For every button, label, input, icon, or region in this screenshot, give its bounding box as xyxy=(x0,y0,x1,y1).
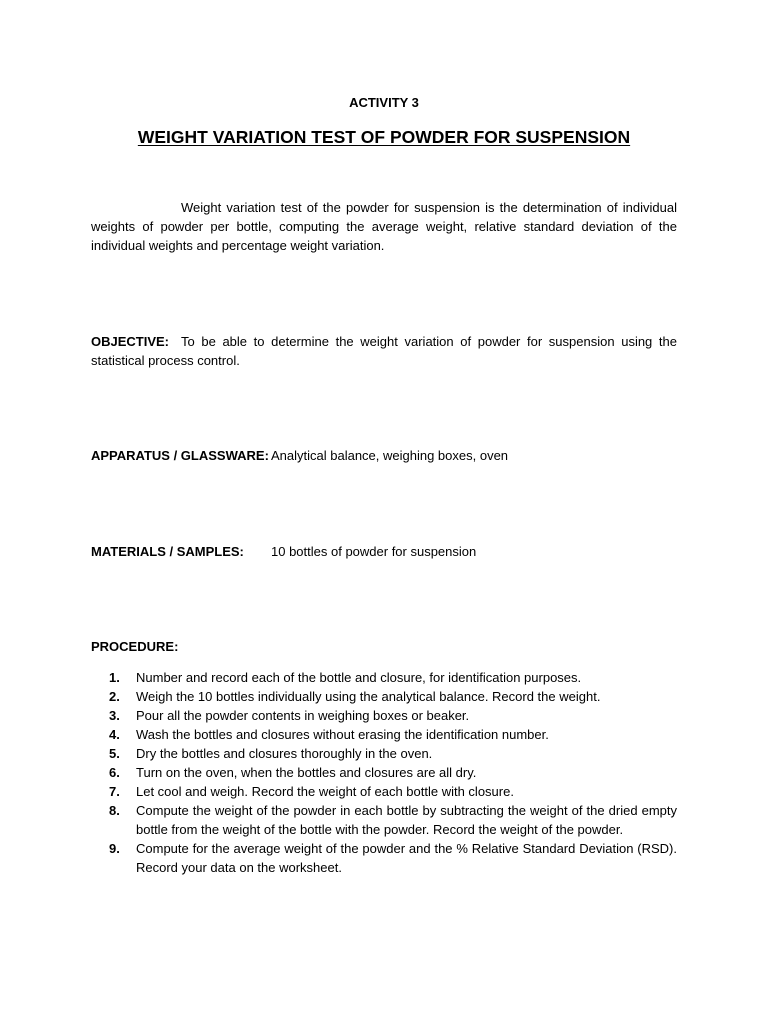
step-text: Pour all the powder contents in weighing boxes or beaker. xyxy=(136,708,470,723)
step-number: 4. xyxy=(109,727,120,742)
step-text: Compute the weight of the powder in each bottle by subtracting the weight of the dried empty bottle from the weight of the bottle with the powder. Record the weight of the powder. xyxy=(136,803,677,837)
procedure-step xyxy=(91,668,677,687)
step-number: 5. xyxy=(109,746,120,761)
procedure-step xyxy=(91,706,677,725)
step-number: 1. xyxy=(109,670,120,685)
objective-text: To be able to determine the weight variation of powder for suspension using the statistical process control. xyxy=(91,334,677,368)
procedure-step xyxy=(91,839,677,877)
procedure-step xyxy=(91,782,677,801)
intro-paragraph: Weight variation test of the powder for suspension is the determination of individual weights of powder per bottle, computing the average weight, relative standard deviation of the individual weights and percentage weight variation. xyxy=(91,200,677,253)
materials-label: MATERIALS / SAMPLES: xyxy=(91,544,244,559)
step-number: 9. xyxy=(109,841,120,856)
step-number: 7. xyxy=(109,784,120,799)
step-number: 2. xyxy=(109,689,120,704)
document-title: WEIGHT VARIATION TEST OF POWDER FOR SUSPENSION xyxy=(137,127,631,147)
activity-label: ACTIVITY 3 xyxy=(349,95,419,110)
procedure-step xyxy=(91,801,677,839)
apparatus-text: Analytical balance, weighing boxes, oven xyxy=(271,448,509,463)
step-text: Compute for the average weight of the powder and the % Relative Standard Deviation (RSD). Record your data on the worksheet. xyxy=(136,841,677,875)
step-text: Wash the bottles and closures without erasing the identification number. xyxy=(136,727,549,742)
objective-section xyxy=(91,332,677,370)
step-number: 3. xyxy=(109,708,120,723)
objective-label: OBJECTIVE: xyxy=(91,334,170,349)
procedure-step xyxy=(91,744,677,763)
apparatus-label: APPARATUS / GLASSWARE: xyxy=(91,448,269,463)
step-text: Let cool and weigh. Record the weight of each bottle with closure. xyxy=(136,784,514,799)
procedure-step xyxy=(91,763,677,782)
procedure-step xyxy=(91,687,677,706)
materials-text: 10 bottles of powder for suspension xyxy=(271,544,477,559)
step-number: 6. xyxy=(109,765,120,780)
step-text: Turn on the oven, when the bottles and closures are all dry. xyxy=(136,765,477,780)
step-text: Dry the bottles and closures thoroughly in the oven. xyxy=(136,746,433,761)
step-number: 8. xyxy=(109,803,120,818)
step-text: Number and record each of the bottle and closure, for identification purposes. xyxy=(136,670,582,685)
procedure-step xyxy=(91,725,677,744)
procedure-heading: PROCEDURE: xyxy=(91,639,179,654)
apparatus-section xyxy=(91,446,677,465)
materials-section xyxy=(91,542,677,561)
step-text: Weigh the 10 bottles individually using the analytical balance. Record the weight. xyxy=(136,689,601,704)
procedure-steps xyxy=(91,668,677,877)
